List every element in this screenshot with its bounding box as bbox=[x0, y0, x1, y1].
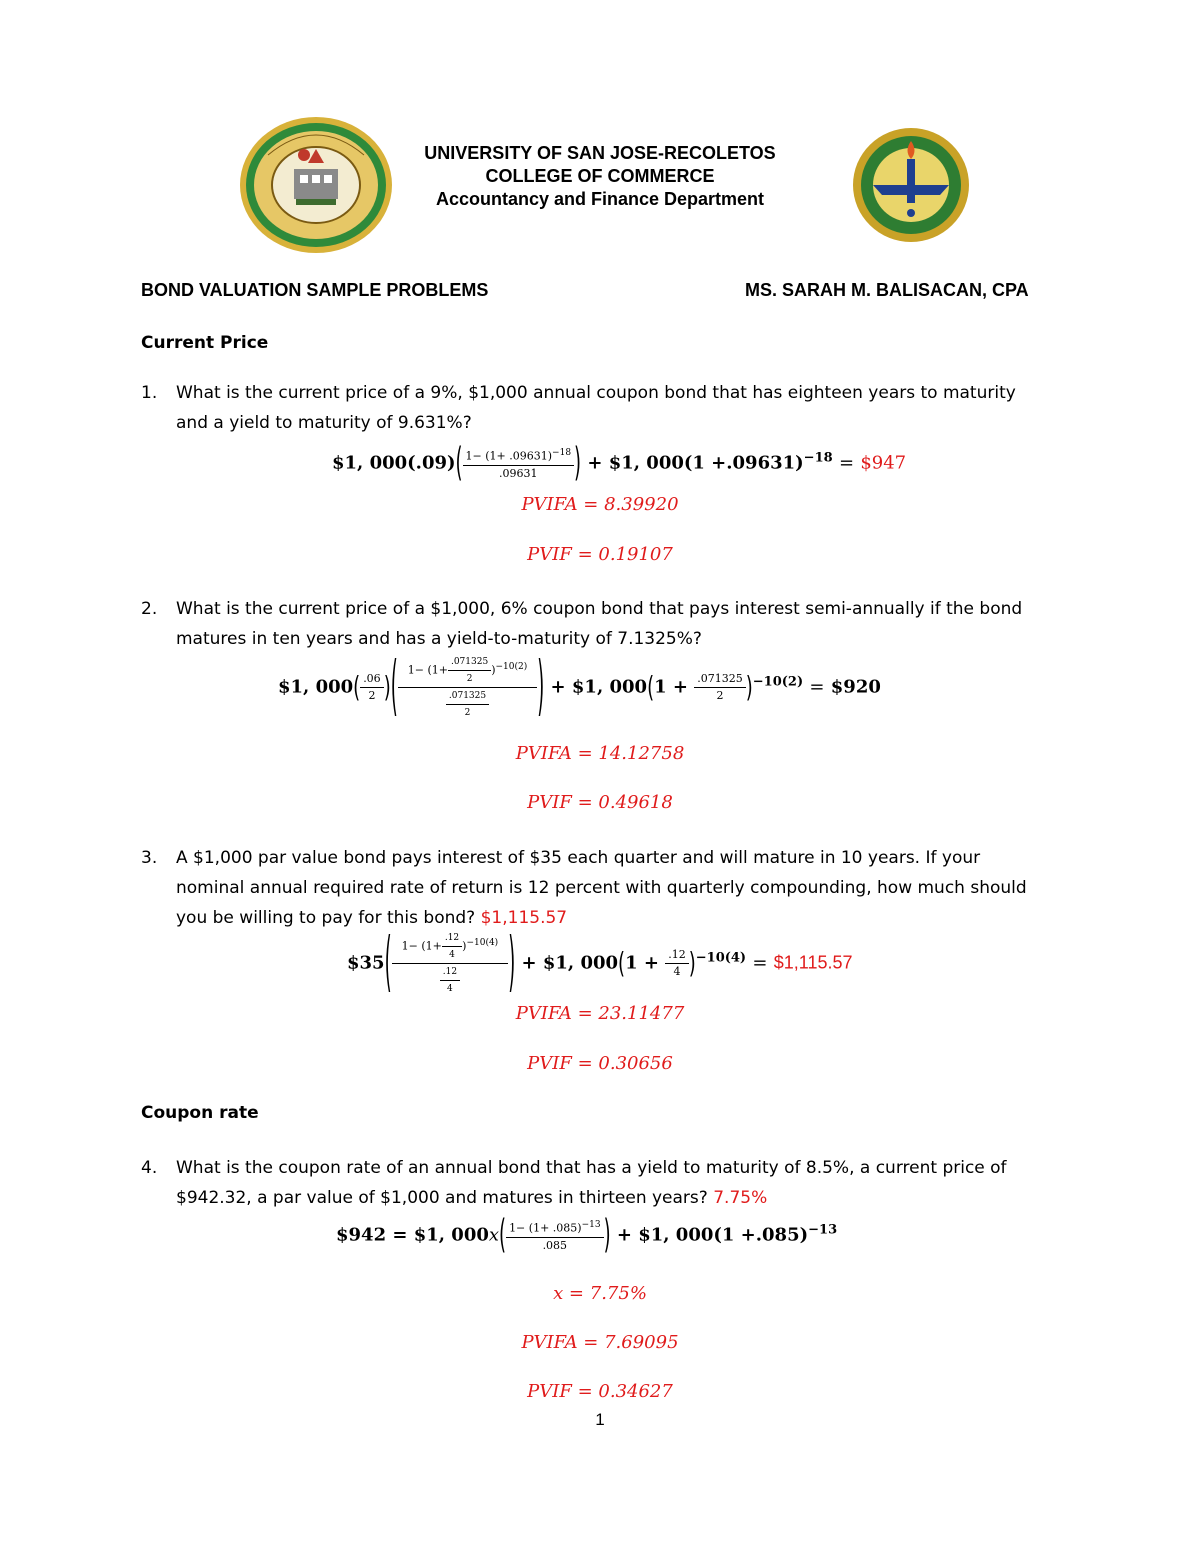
problem-number: 4. bbox=[141, 1158, 158, 1178]
formula-1-annuity-denominator: .09631 bbox=[499, 466, 538, 480]
formula-2: $1, 000( $\frac{.06}{2}$ )( 1− (1+ $\frac{.071325}{2}$ )$^{-10(2)}$ $\frac{.071325}{2}$ ) + $1, 000(1 + $\frac{.071325}{2}$ )$^{-10(2)}$ = $920 bbox=[278, 649, 881, 726]
author-name: MS. SARAH M. BALISACAN, CPA bbox=[745, 280, 1029, 300]
problem-4-text-line2 bbox=[176, 1183, 767, 1213]
formula-1-coupon: $1, 000(.09) bbox=[332, 452, 456, 474]
formula-2-result: $920 bbox=[830, 676, 881, 698]
problem-3-text-line2: nominal annual required rate of return is 12 percent with quarterly compounding, how much should bbox=[176, 878, 1027, 898]
formula-2-par-term: + $1, 000 bbox=[550, 676, 648, 698]
formula-1-annuity-numerator: 1− (1+ .09631) bbox=[465, 449, 553, 463]
formula-3-one-plus: 1 + bbox=[625, 952, 659, 974]
formula-2-lower-denominator: 2 bbox=[464, 708, 471, 718]
formula-4-annuity-denominator: .085 bbox=[542, 1238, 568, 1252]
formula-3-coupon: $35 bbox=[347, 952, 385, 974]
formula-2-lower-numerator: .071325 bbox=[446, 688, 489, 705]
university-name: UNIVERSITY OF SAN JOSE-RECOLETOS bbox=[424, 143, 776, 163]
problem-3-text-line1: A $1,000 par value bond pays interest of $35 each quarter and will mature in 10 years. If your bbox=[176, 848, 981, 868]
formula-1-par-term: + $1, 000(1 +.09631) bbox=[587, 452, 804, 474]
formula-2-par-exponent: −10(2) bbox=[752, 674, 804, 690]
formula-1-exponent: −18 bbox=[552, 448, 572, 458]
formula-3-par-exponent: −10(4) bbox=[695, 950, 747, 966]
problem-number: 2. bbox=[141, 599, 158, 619]
formula-3-par-rate-numerator: .12 bbox=[665, 947, 689, 964]
formula-3-result: $1,115.57 bbox=[773, 952, 853, 973]
formula-2-inner-denominator: 2 bbox=[466, 674, 473, 684]
problem-2-text-line1: What is the current price of a $1,000, 6% coupon bond that pays interest semi-annually if the bond bbox=[176, 599, 1023, 619]
formula-1: $1, 000(.09)( $\frac{1- (1+ .09631)^{-18}}{.09631}$ ) + $1, $000(1 +.09631)^{-18}$ = $947 bbox=[332, 440, 907, 487]
formula-3-par-term: + $1, 000 bbox=[521, 952, 619, 974]
problem-number: 3. bbox=[141, 848, 158, 868]
formula-1-result: $947 bbox=[860, 452, 907, 474]
formula-2-annuity-prefix: 1− (1+ bbox=[407, 663, 448, 677]
formula-4-exponent: −13 bbox=[581, 1220, 601, 1230]
college-name: COLLEGE OF COMMERCE bbox=[485, 166, 715, 186]
pvifa-3: PVIFA = 23.11477 bbox=[515, 1003, 685, 1024]
formula-2-rate-denominator: 2 bbox=[368, 689, 376, 702]
formula-4: $942 = $1, 000x( $\frac{1- (1+ .085)^{-13}}{.085}$ ) + $1, $000(1 +.085)^{-13}$ bbox=[336, 1212, 838, 1259]
formula-3-inner-numerator: .12 bbox=[442, 930, 462, 947]
formula-3: $35( 1− (1+ $\frac{.12}{4}$ )$^{-10(4)}$ $\frac{.12}{4}$ ) + $1, 000(1 + $\frac{.12}{4}$ )$^{-10(4)}$ = $1,115.57 bbox=[347, 925, 853, 1002]
pvif-1: PVIF = 0.19107 bbox=[527, 544, 673, 565]
formula-2-rate-numerator: .06 bbox=[360, 671, 384, 688]
formula-4-annuity-numerator: 1− (1+ .085) bbox=[509, 1221, 582, 1235]
x-solution: x = 7.75% bbox=[553, 1283, 647, 1304]
formula-4-unknown: x bbox=[488, 1224, 500, 1246]
problem-4-answer: 7.75% bbox=[713, 1188, 768, 1208]
problem-4-question: $942.32, a par value of $1,000 and matures in thirteen years? bbox=[176, 1188, 708, 1208]
formula-2-par-rate-denominator: 2 bbox=[716, 689, 724, 702]
pvifa-1: PVIFA = 8.39920 bbox=[521, 494, 679, 515]
problem-1-text-line2: and a yield to maturity of 9.631%? bbox=[176, 413, 472, 433]
document-title: BOND VALUATION SAMPLE PROBLEMS bbox=[141, 280, 489, 300]
formula-3-equals: = bbox=[752, 952, 768, 974]
formula-4-par-exponent: −13 bbox=[808, 1222, 838, 1238]
formula-1-equals: = bbox=[838, 452, 855, 474]
formula-2-equals: = bbox=[809, 676, 825, 698]
formula-3-lower-denominator: 4 bbox=[447, 984, 453, 994]
formula-1-par-exponent: −18 bbox=[803, 450, 833, 466]
section-heading-coupon-rate: Coupon rate bbox=[141, 1103, 259, 1123]
problem-number: 1. bbox=[141, 383, 158, 403]
problem-3-question: you be willing to pay for this bond? bbox=[176, 908, 476, 928]
formula-4-par-term: + $1, 000(1 +.085) bbox=[616, 1224, 809, 1246]
formula-2-par-rate-numerator: .071325 bbox=[694, 671, 746, 688]
problem-1-text-line1: What is the current price of a 9%, $1,000 annual coupon bond that has eighteen years to maturity bbox=[176, 383, 1016, 403]
formula-3-annuity-prefix: 1− (1+ bbox=[401, 939, 442, 953]
department-name: Accountancy and Finance Department bbox=[435, 189, 765, 209]
problem-4-text-line1: What is the coupon rate of an annual bond that has a yield to maturity of 8.5%, a current price of bbox=[176, 1158, 1007, 1178]
formula-2-one-plus: 1 + bbox=[654, 676, 688, 698]
section-heading-current-price: Current Price bbox=[141, 333, 269, 353]
formula-3-inner-denominator: 4 bbox=[449, 950, 455, 960]
formula-3-par-rate-denominator: 4 bbox=[673, 965, 681, 978]
formula-2-par: $1, 000 bbox=[278, 676, 354, 698]
problem-2-text-line2: matures in ten years and has a yield-to-maturity of 7.1325%? bbox=[176, 629, 702, 649]
pvif-4: PVIF = 0.34627 bbox=[527, 1381, 673, 1402]
formula-2-inner-numerator: .071325 bbox=[448, 654, 491, 671]
formula-4-price-par: $942 = $1, 000 bbox=[336, 1224, 489, 1246]
formula-2-exponent: −10(2) bbox=[495, 661, 528, 672]
pvifa-2: PVIFA = 14.12758 bbox=[515, 743, 685, 764]
pvif-2: PVIF = 0.49618 bbox=[527, 792, 673, 813]
college-seal-logo bbox=[852, 127, 970, 243]
formula-3-lower-numerator: .12 bbox=[440, 964, 460, 981]
formula-3-exponent: −10(4) bbox=[466, 937, 499, 948]
page-number: 1 bbox=[595, 1410, 605, 1429]
problem-3-answer: $1,115.57 bbox=[480, 908, 568, 928]
pvifa-4: PVIFA = 7.69095 bbox=[521, 1332, 679, 1353]
pvif-3: PVIF = 0.30656 bbox=[527, 1053, 673, 1074]
